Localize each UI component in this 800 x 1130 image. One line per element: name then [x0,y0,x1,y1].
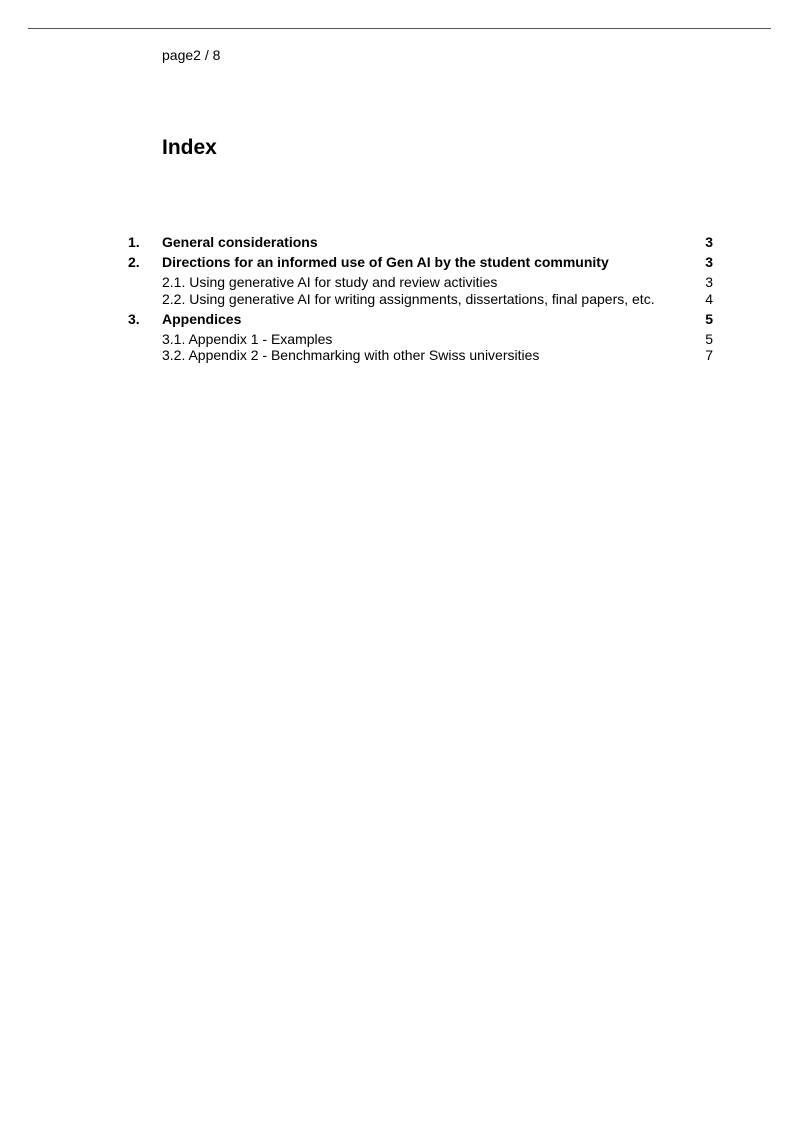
toc-entry-page: 5 [705,311,713,327]
toc-entry-title: 3.2. Appendix 2 - Benchmarking with other Swiss universities [162,347,540,363]
toc-entry-title: Appendices [162,311,242,327]
toc-entry-number: 1. [128,234,140,250]
toc-entry-title: General considerations [162,234,318,250]
toc-subentry[interactable] [0,273,800,291]
toc-entry-number: 2. [128,254,140,270]
toc-entry-page: 7 [705,347,713,363]
toc-entry-title: 2.2. Using generative AI for writing assignments, dissertations, final papers, etc. [162,291,655,307]
toc-entry-title: 2.1. Using generative AI for study and review activities [162,274,498,290]
page-title: Index [162,136,217,159]
toc-entry[interactable] [0,310,800,328]
toc-entry-page: 3 [705,274,713,290]
toc-entry-title: 3.1. Appendix 1 - Examples [162,331,333,347]
toc-entry[interactable] [0,253,800,271]
page-number: page2 / 8 [162,47,221,63]
toc-subentry[interactable] [0,346,800,364]
toc-entry-page: 5 [705,331,713,347]
toc-entry-number: 3. [128,311,140,327]
toc-entry-page: 3 [705,234,713,250]
toc-subentry[interactable] [0,290,800,308]
toc-entry-page: 3 [705,254,713,270]
header-rule [28,28,771,29]
toc-entry-page: 4 [705,291,713,307]
toc-entry[interactable] [0,233,800,251]
toc-entry-title: Directions for an informed use of Gen AI by the student community [162,254,609,270]
